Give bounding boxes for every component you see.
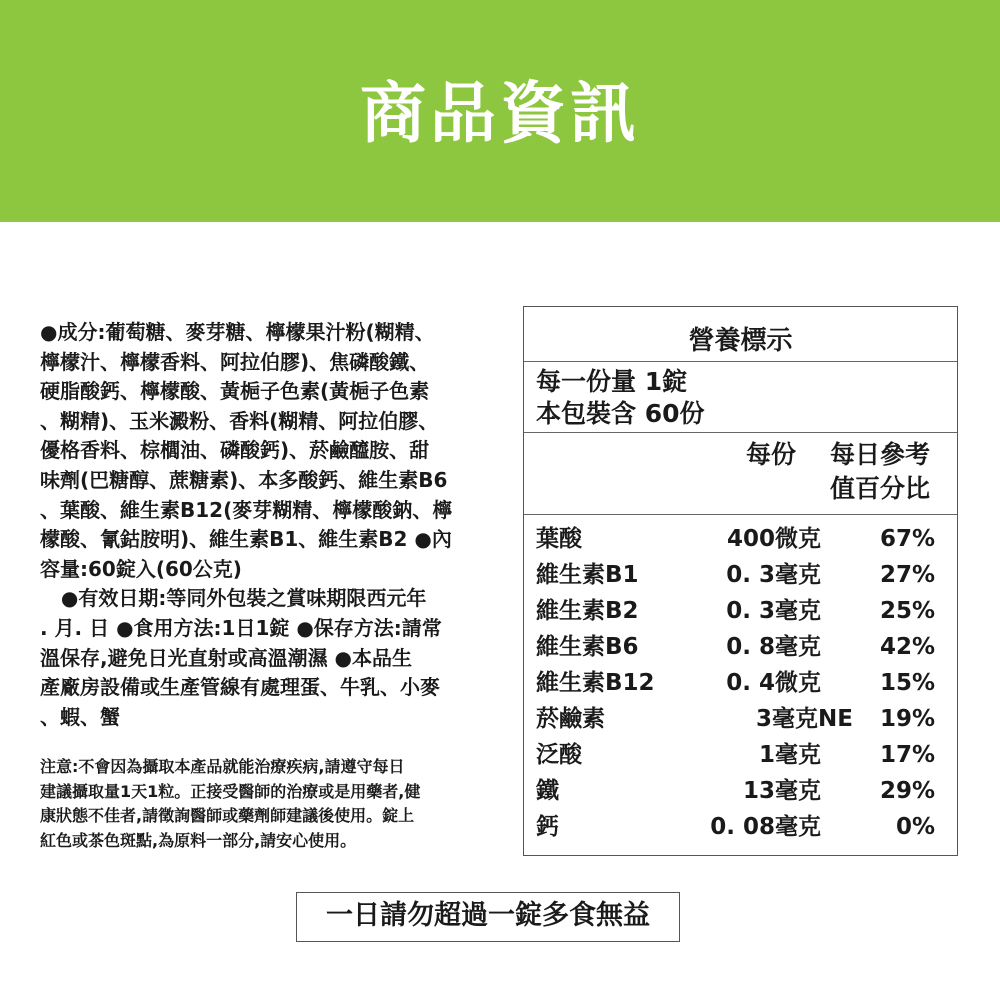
nutrient-name: 葉酸: [536, 526, 582, 552]
nutrient-name: 鐵: [536, 778, 559, 804]
nutrient-percent: 27%: [879, 562, 935, 588]
nutrient-amount: 1毫克: [758, 742, 821, 768]
nutrient-amount: 0. 3毫克: [726, 562, 821, 588]
nutrient-row: [524, 737, 957, 773]
nutrition-title: 營養標示: [688, 326, 793, 356]
nutrient-name: 泛酸: [536, 742, 582, 768]
nutrient-percent: 17%: [879, 742, 935, 768]
caution-text: [40, 755, 526, 853]
ingredients-line: 檬酸、氰鈷胺明)、維生素B1、維生素B2 ●內: [40, 527, 452, 552]
ingredients-line: 、葉酸、維生素B12(麥芽糊精、檸檬酸鈉、檸: [40, 497, 453, 522]
nutrient-percent: 25%: [879, 598, 935, 624]
caution-line: 建議攝取量1天1粒。正接受醫師的治療或是用藥者,健: [40, 781, 421, 801]
header-banner: [0, 0, 1000, 222]
ingredients-text: [40, 318, 524, 732]
nutrient-amount: 0. 4微克: [726, 670, 821, 696]
nutrient-amount: 400微克: [726, 526, 821, 552]
nutrient-percent: 42%: [879, 634, 935, 660]
divider: [524, 432, 957, 433]
nutrient-row: [524, 701, 957, 737]
warning-box: 一日請勿超過一錠多食無益: [296, 892, 680, 942]
nutrient-amount: 3毫克NE: [756, 706, 853, 732]
nutrient-row: [524, 665, 957, 701]
nutrient-row: [524, 809, 957, 845]
col-daily-value: 每日參考: [830, 440, 931, 469]
nutrient-name: 維生素B2: [536, 598, 639, 624]
caution-line: 紅色或茶色斑點,為原料一部分,請安心使用。: [40, 830, 357, 850]
nutrient-row: [524, 593, 957, 629]
page-title: 商品資訊: [360, 75, 640, 152]
nutrient-percent: 67%: [879, 526, 935, 552]
col-per-serving: 每份: [746, 440, 797, 469]
nutrient-row: [524, 629, 957, 665]
nutrient-name: 維生素B1: [536, 562, 639, 588]
ingredients-line: 產廠房設備或生產管線有處理蛋、牛乳、小麥: [40, 675, 440, 700]
ingredients-line: 硬脂酸鈣、檸檬酸、黃梔子色素(黃梔子色素: [40, 379, 430, 404]
caution-line: 注意:不會因為攝取本產品就能治療疾病,請遵守每日: [40, 757, 405, 776]
ingredients-line: 容量:60錠入(60公克): [40, 556, 242, 581]
ingredients-line: 溫保存,避免日光直射或高溫潮濕 ●本品生: [40, 645, 413, 670]
servings-per-pack: 本包裝含 60份: [536, 399, 705, 428]
nutrient-percent: 29%: [879, 778, 935, 804]
nutrient-name: 維生素B6: [536, 634, 639, 660]
nutrient-name: 維生素B12: [536, 670, 655, 696]
nutrient-percent: 0%: [895, 814, 935, 840]
serving-size: 每一份量 1錠: [536, 367, 688, 396]
nutrient-name: 鈣: [536, 814, 559, 840]
nutrient-amount: 13毫克: [742, 778, 821, 804]
ingredients-line: ●成分:葡萄糖、麥芽糖、檸檬果汁粉(糊精、: [40, 320, 435, 344]
ingredients-line: 、糊精)、玉米澱粉、香料(糊精、阿拉伯膠、: [40, 408, 439, 433]
divider: [524, 514, 957, 515]
nutrition-facts-table: [523, 306, 958, 856]
ingredients-line: ●有效日期:等同外包裝之賞味期限西元年: [40, 586, 427, 611]
col-daily-value-2: 值百分比: [830, 474, 931, 503]
nutrient-amount: 0. 3毫克: [726, 598, 821, 624]
nutrient-percent: 19%: [879, 706, 935, 732]
divider: [524, 361, 957, 362]
ingredients-line: 、蝦、蟹: [40, 704, 120, 729]
nutrient-row: [524, 557, 957, 593]
nutrient-row: [524, 773, 957, 809]
ingredients-line: 檸檬汁、檸檬香料、阿拉伯膠)、焦磷酸鐵、: [40, 349, 430, 374]
ingredients-line: . 月. 日 ●食用方法:1日1錠 ●保存方法:請常: [40, 615, 442, 640]
nutrient-amount: 0. 8毫克: [726, 634, 821, 660]
nutrient-percent: 15%: [879, 670, 935, 696]
ingredients-line: 味劑(巴糖醇、蔗糖素)、本多酸鈣、維生素B6: [40, 467, 448, 492]
nutrient-amount: 0. 08毫克: [710, 814, 821, 840]
nutrient-row: [524, 521, 957, 557]
caution-line: 康狀態不佳者,請徵詢醫師或藥劑師建議後使用。錠上: [40, 806, 415, 825]
ingredients-line: 優格香料、棕櫚油、磷酸鈣)、菸鹼醯胺、甜: [40, 438, 430, 463]
nutrient-name: 菸鹼素: [536, 706, 605, 732]
